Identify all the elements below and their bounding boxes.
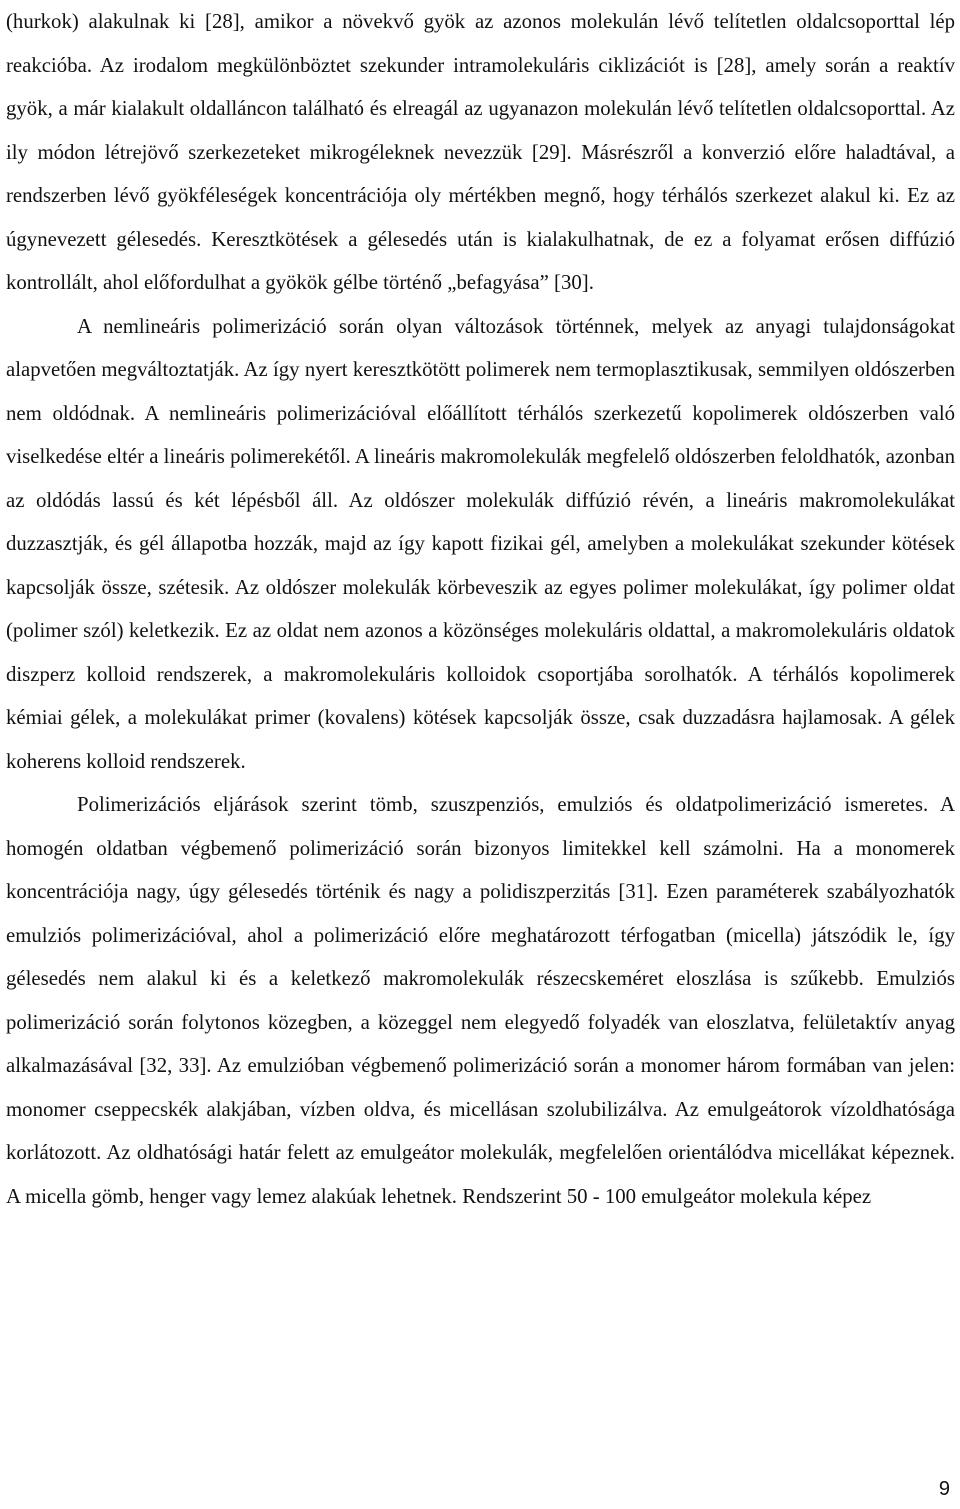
page-number: 9 — [938, 1478, 950, 1500]
paragraph-2: A nemlineáris polimerizáció során olyan változások történnek, melyek az anyagi tulajdonságokat alapvetően megváltoztatják. Az így nyert keresztkötött polimerek nem termoplasztikusak, semmilyen oldószerben nem oldódnak. A nemlineáris polimerizációval előállított térhálós szerkezetű kopolimerek oldószerben való viselkedése eltér a lineáris polimerekétől. A lineáris makromolekulák megfelelő oldószerben feloldhatók, azonban az oldódás lassú és két lépésből áll. Az oldószer molekulák diffúzió révén, a lineáris makromolekulákat duzzasztják, és gél állapotba hozzák, majd az így kapott fizikai gél, amelyben a molekulákat szekunder kötések kapcsolják össze, szétesik. Az oldószer molekulák körbeveszik az egyes polimer molekulákat, így polimer oldat (polimer szól) keletkezik. Ez az oldat nem azonos a közönséges molekuláris oldattal, a makromolekuláris oldatok diszperz kolloid rendszerek, a makromolekuláris kolloidok csoportjába sorolhatók. A térhálós kopolimerek kémiai gélek, a molekulákat primer (kovalens) kötések kapcsolják össze, csak duzzadásra hajlamosak. A gélek koherens kolloid rendszerek. — [6, 314, 955, 773]
paragraph-3: Polimerizációs eljárások szerint tömb, szuszpenziós, emulziós és oldatpolimerizáció ismeretes. A homogén oldatban végbemenő polimerizáció során bizonyos limitekkel kell számolni. Ha a monomerek koncentrációja nagy, úgy gélesedés történik és nagy a polidiszperzitás [31]. Ezen paraméterek szabályozhatók emulziós polimerizációval, ahol a polimerizáció előre meghatározott térfogatban (micella) játszódik le, így gélesedés nem alakul ki és a keletkező makromolekulák részecskeméret eloszlása is szűkebb. Emulziós polimerizáció során folytonos közegben, a közeggel nem elegyedő folyadék van eloszlatva, felületaktív anyag alkalmazásával [32, 33]. Az emulzióban végbemenő polimerizáció során a monomer három formában van jelen: monomer cseppecskék alakjában, vízben oldva, és micellásan szolubilizálva. Az emulgeátorok vízoldhatósága korlátozott. Az oldhatósági határ felett az emulgeátor molekulák, megfelelően orientálódva micellákat képeznek. A micella gömb, henger vagy lemez alakúak lehetnek. Rendszerint 50 - 100 emulgeátor molekula képez — [6, 793, 955, 1208]
paragraph-1: (hurkok) alakulnak ki [28], amikor a növekvő gyök az azonos molekulán lévő telítetlen oldalcsoporttal lép reakcióba. Az irodalom megkülönböztet szekunder intramolekuláris ciklizációt is [28], amely során a reaktív gyök, a már kialakult oldalláncon található és elreagál az ugyanazon molekulán lévő telítetlen oldalcsoporttal. Az ily módon létrejövő szerkezeteket mikrogéleknek nevezzük [29]. Másrészről a konverzió előre haladtával, a rendszerben lévő gyökféleségek koncentrációja oly mértékben megnő, hogy térhálós szerkezet alakul ki. Ez az úgynevezett gélesedés. Keresztkötések a gélesedés után is kialakulhatnak, de ez a folyamat erősen diffúzió kontrollált, ahol előfordulhat a gyökök gélbe történő „befagyása” [30]. — [6, 10, 955, 294]
document-body — [6, 0, 955, 1218]
